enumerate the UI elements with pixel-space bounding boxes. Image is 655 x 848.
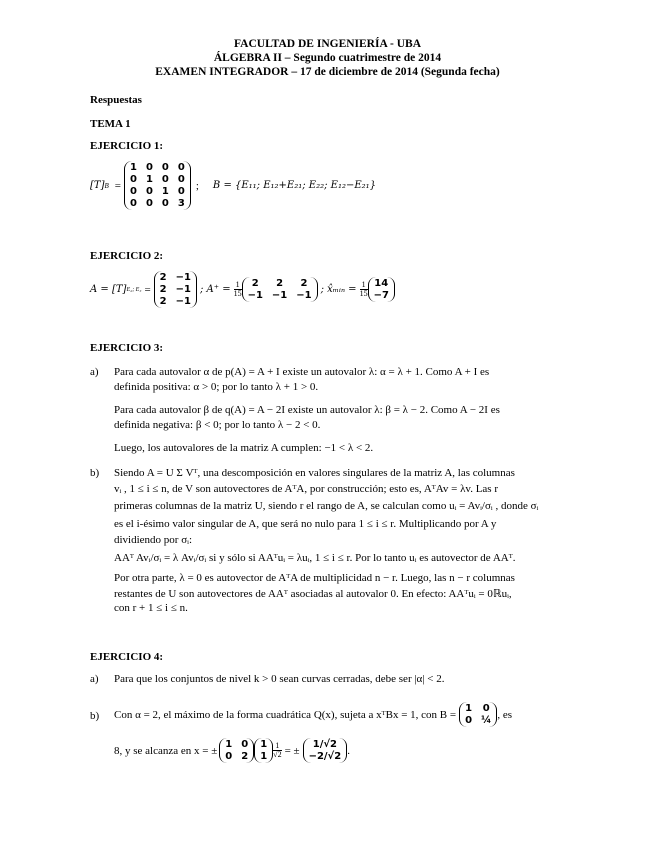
matrix-cell: 2: [159, 272, 167, 283]
matrix-cell: 1: [145, 174, 153, 185]
ej1-title: EJERCICIO 1:: [90, 140, 164, 152]
ej3-b-line3: primeras columnas de la matriz U, siendo r el rango de A, se calculan como uᵢ = Avᵢ/σᵢ , donde σᵢ: [114, 500, 539, 512]
ej4-matrix-b: [459, 702, 497, 727]
ej3-b-label: b): [90, 467, 100, 479]
ej4-b-line2: [114, 738, 350, 763]
ej2-matrix-aplus: [242, 277, 318, 302]
ej2-aplus-fraction: $\frac{1}{15}$: [233, 280, 242, 298]
ej4-b-text2: , es: [497, 708, 513, 721]
matrix-cell: 2: [276, 278, 284, 289]
matrix-cell: −1: [175, 296, 191, 307]
ej2-title: EJERCICIO 2:: [90, 250, 164, 262]
ej3-b-line4: es el i-ésimo valor singular de A, que será no nulo para 1 ≤ i ≤ r. Multiplicando por A y: [114, 518, 497, 530]
matrix-cell: 14: [374, 278, 389, 289]
ej3-title: EJERCICIO 3:: [90, 342, 164, 354]
matrix-cell: 1: [129, 162, 137, 173]
ej2-aplus-label: ; A⁺ =: [199, 284, 231, 295]
ej3-b-line9: con r + 1 ≤ i ≤ n.: [114, 602, 188, 614]
ej4-title: EJERCICIO 4:: [90, 651, 164, 663]
matrix-cell: 3: [177, 198, 185, 209]
matrix-cell: −1: [296, 290, 312, 301]
ej2-matrix-xmin: [368, 277, 395, 302]
matrix-cell: 0: [225, 751, 233, 762]
ej2-xmin-fraction: $\frac{1}{15}$: [359, 280, 368, 298]
matrix-cell: −1: [271, 290, 288, 301]
ej3-b-line8: restantes de U son autovectores de AAᵀ asociadas al autovalor 0. En efecto: AAᵀuᵢ = 0ℝuᵢ,: [114, 588, 512, 600]
ej4-b-text1: Con α = 2, el máximo de la forma cuadrática Q(x), sujeta a xᵀBx = 1, con B =: [114, 708, 457, 721]
ej2-sub: E₂; E₃: [126, 286, 142, 293]
ej3-a-line5: Luego, los autovalores de la matriz A cumplen: −1 < λ < 2.: [114, 442, 374, 454]
matrix-cell: −7: [373, 290, 389, 301]
ej4-b-line1: [114, 702, 512, 727]
ej3-a-label: a): [90, 366, 99, 378]
matrix-cell: 0: [177, 186, 185, 197]
ej4-a-line1: Para que los conjuntos de nivel k > 0 sean curvas cerradas, debe ser |α| < 2.: [114, 673, 445, 685]
matrix-cell: 0: [161, 174, 169, 185]
matrix-cell: −1: [175, 284, 191, 295]
header-line-1: FACULTAD DE INGENIERÍA - UBA: [233, 38, 421, 50]
ej3-b-line6: AAᵀ Avᵢ/σᵢ = λ Avᵢ/σᵢ si y sólo si AAᵀuᵢ = λuᵢ, 1 ≤ i ≤ r. Por lo tanto uᵢ es autovector de AAᵀ.: [114, 552, 516, 564]
matrix-cell: 2: [300, 278, 308, 289]
ej1-sub: B: [104, 181, 109, 190]
ej3-a-line2: definida positiva: α > 0; por lo tanto λ + 1 > 0.: [114, 381, 319, 393]
ej1-equation: [T] B = 1 0 0 0 0 1 0 0 0 0 1 0 0 0 0 3 ; B = {E₁₁; E₁₂+E₂₁; E₂₂; E₁₂−E₂₁}: [90, 162, 377, 209]
header-line-3: EXAMEN INTEGRADOR – 17 de diciembre de 2014 (Segunda fecha): [155, 66, 500, 78]
ej3-a-line4: definida negativa: β < 0; por lo tanto λ − 2 < 0.: [114, 419, 321, 431]
matrix-cell: −2/√2: [308, 751, 342, 762]
ej2-lhs: A = [T]: [90, 284, 127, 295]
ej3-b-line7: Por otra parte, λ = 0 es autovector de AᵀA de multiplicidad n − r. Luego, las n − r columnas: [114, 572, 515, 584]
ej2-xmin-label: ; x̂ₘᵢₙ =: [320, 284, 357, 295]
ej4-result: [303, 738, 348, 763]
matrix-cell: 0: [482, 703, 490, 714]
matrix-cell: −1: [247, 290, 263, 301]
matrix-cell: 0: [129, 198, 137, 209]
ej3-b-line1: Siendo A = U Σ Vᵀ, una descomposición en valores singulares de la matriz A, las columnas: [114, 467, 515, 479]
tema-heading: TEMA 1: [90, 118, 131, 130]
matrix-cell: 1: [260, 751, 268, 762]
ej3-b-line2: vᵢ , 1 ≤ i ≤ n, de V son autovectores de AᵀA, por construcción; esto es, AᵀAv = λv. Las r: [114, 483, 498, 495]
matrix-cell: 2: [159, 284, 167, 295]
matrix-cell: 0: [145, 186, 153, 197]
matrix-cell: −1: [175, 272, 191, 283]
ej4-matrix-m: [219, 738, 254, 763]
matrix-cell: 0: [161, 198, 169, 209]
ej3-b-line5: dividiendo por σᵢ:: [114, 534, 192, 546]
matrix-cell: 0: [161, 162, 169, 173]
matrix-cell: 1/√2: [312, 739, 337, 750]
ej4-b-label: b): [90, 710, 100, 722]
matrix-cell: 1: [465, 703, 473, 714]
ej3-a-line1: Para cada autovalor α de p(A) = A + I existe un autovalor λ: α = λ + 1. Como A + I es: [114, 366, 490, 378]
matrix-cell: 1: [260, 739, 268, 750]
matrix-cell: 0: [241, 739, 249, 750]
matrix-cell: 0: [177, 174, 185, 185]
matrix-cell: 0: [145, 198, 153, 209]
respuestas-heading: Respuestas: [90, 94, 142, 106]
ej4-vector: [254, 738, 273, 763]
ej4-eq: = ±: [284, 744, 300, 757]
ej1-lhs: [T]: [90, 180, 105, 191]
matrix-cell: 2: [159, 296, 167, 307]
matrix-cell: 0: [129, 174, 137, 185]
matrix-cell: 1: [225, 739, 233, 750]
ej3-a-line3: Para cada autovalor β de q(A) = A − 2I existe un autovalor λ: β = λ − 2. Como A − 2I es: [114, 404, 500, 416]
header-line-2: ÁLGEBRA II – Segundo cuatrimestre de 2014: [213, 52, 442, 64]
ej4-b-text3: 8, y se alcanza en x = ±: [114, 744, 218, 757]
ej1-basis: B = {E₁₁; E₁₂+E₂₁; E₂₂; E₁₂−E₂₁}: [212, 180, 377, 191]
matrix-cell: 0: [465, 715, 473, 726]
matrix-cell: 1: [161, 186, 169, 197]
matrix-cell: 0: [177, 162, 185, 173]
matrix-cell: ¼: [481, 715, 492, 726]
ej1-matrix: [124, 161, 191, 210]
ej4-a-label: a): [90, 673, 99, 685]
ej4-end: .: [347, 744, 350, 757]
ej4-fraction: $\frac{1}{√2}$: [273, 741, 282, 759]
matrix-cell: 2: [251, 278, 259, 289]
ej2-matrix-a: [154, 271, 197, 308]
matrix-cell: 0: [129, 186, 137, 197]
ej2-equation: A = [T] E₂; E₃ = 2 −1 2 −1 2 −1 ; A⁺ = $\frac{1}{15}$ 2 2 2 −1 −1 −1 ; x̂ₘᵢₙ = $\frac{1}{15}$ 14 −7: [90, 271, 395, 308]
matrix-cell: 2: [241, 751, 249, 762]
matrix-cell: 0: [145, 162, 153, 173]
